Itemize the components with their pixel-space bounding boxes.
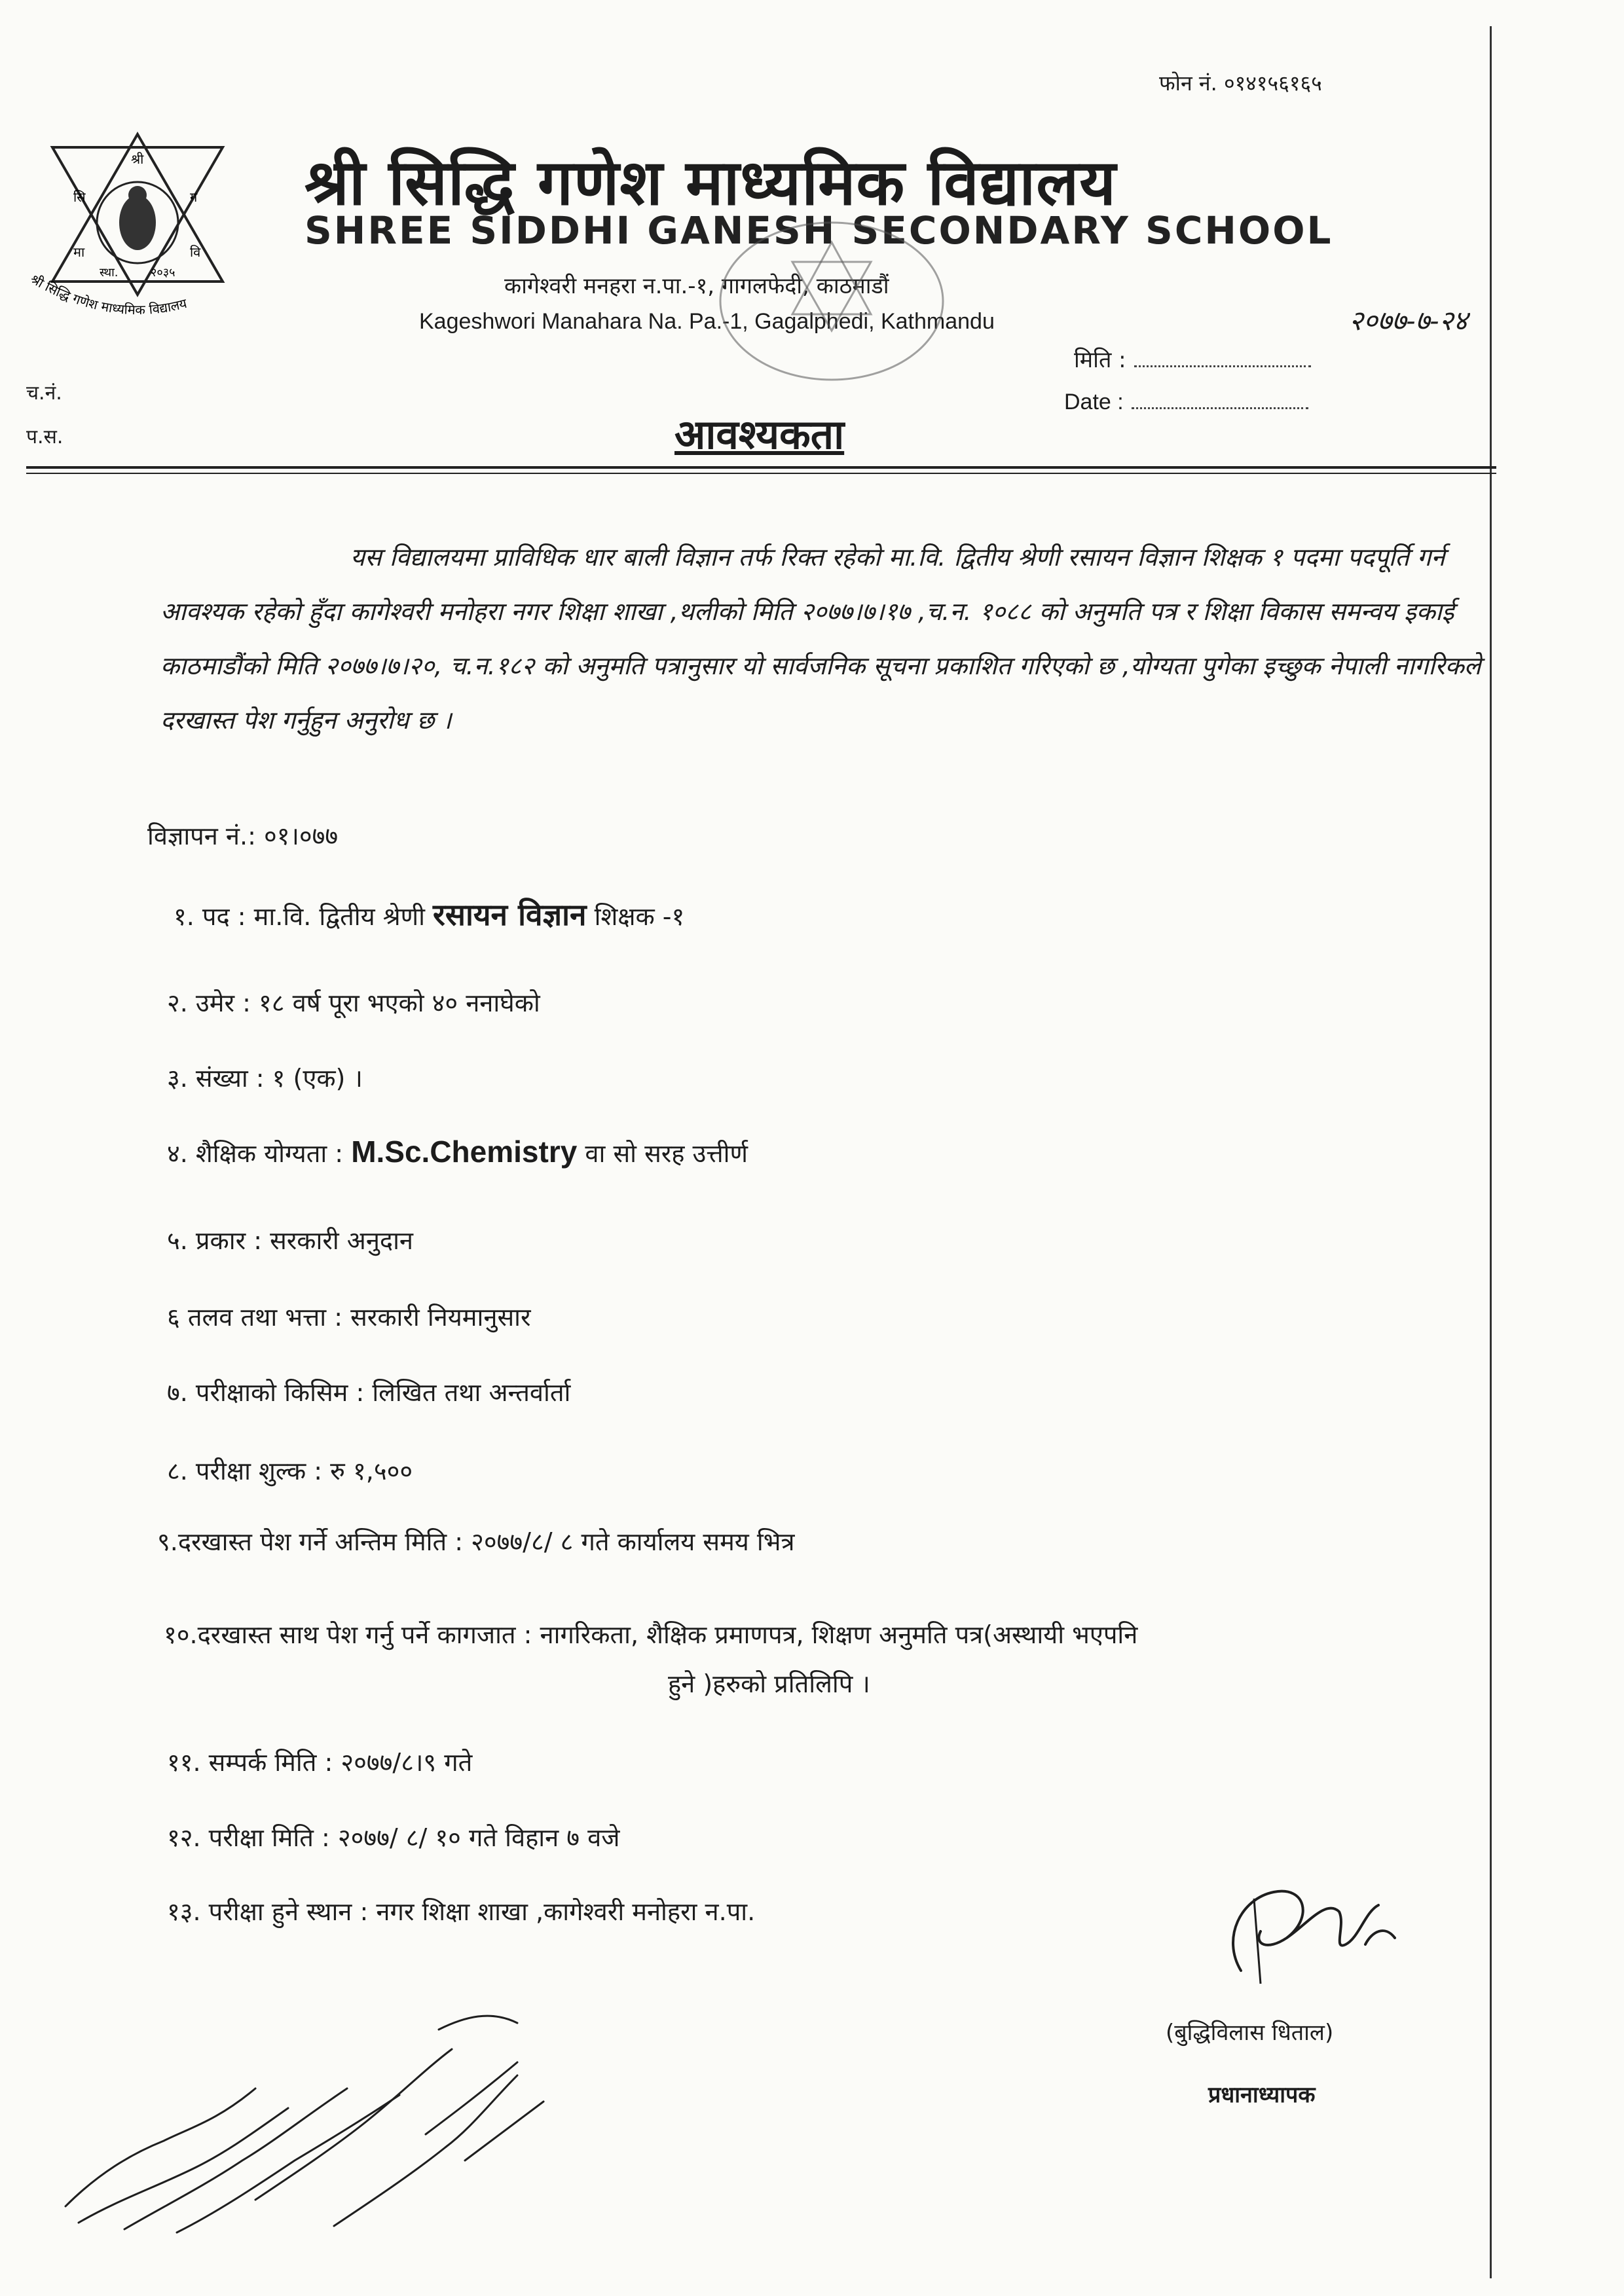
school-stamp xyxy=(714,216,950,386)
school-name-nepali: श्री सिद्धि गणेश माध्यमिक विद्यालय xyxy=(304,146,1116,219)
item-qualification-degree: M.Sc.Chemistry xyxy=(351,1135,578,1169)
item-qualification-post: वा सो सरह उत्तीर्ण xyxy=(585,1139,748,1168)
miti-field xyxy=(1074,344,1311,374)
advertisement-number: विज्ञापन नं.: ०१।०७७ xyxy=(147,822,339,850)
page-edge-line xyxy=(1490,26,1492,2278)
logo-ring-text: श्री सिद्धि गणेश माध्यमिक विद्यालय xyxy=(28,270,189,318)
miti-dotted-line xyxy=(1134,348,1311,367)
item-qualification-pre: ४. शैक्षिक योग्यता : xyxy=(167,1139,344,1168)
signatory-title: प्रधानाध्यापक xyxy=(1208,2082,1316,2108)
item-documents xyxy=(164,1611,1447,1709)
school-logo xyxy=(26,131,249,327)
logo-est-year: २०३५ xyxy=(151,266,175,280)
header-divider-thick xyxy=(26,466,1496,469)
item-exam-venue: १३. परीक्षा हुने स्थान : नगर शिक्षा शाखा ,कागेश्वरी मनोहरा न.पा. xyxy=(167,1897,756,1926)
notice-title: आवश्यकता xyxy=(674,410,845,458)
item-documents-line1: १०.दरखास्त साथ पेश गर्नु पर्ने कागजात : नागरिकता, शैक्षिक प्रमाणपत्र, शिक्षण अनुमति पत्र(अस्थायी भएपनि xyxy=(164,1620,1138,1649)
item-type: ५. प्रकार : सरकारी अनुदान xyxy=(167,1226,414,1255)
item-contact-date: ११. सम्पर्क मिति : २०७७/८।९ गते xyxy=(167,1748,473,1777)
item-exam-type: ७. परीक्षाको किसिम : लिखित तथा अन्तर्वार्ता xyxy=(167,1378,571,1407)
item-count: ३. संख्या : १ (एक) । xyxy=(167,1064,363,1093)
item-post-subject: रसायन विज्ञान xyxy=(433,897,587,932)
logo-letter-bottom-right: वि xyxy=(190,244,201,260)
logo-letter-bottom-left: मा xyxy=(73,244,85,260)
header-divider-thin xyxy=(26,473,1496,474)
item-post-post: शिक्षक -१ xyxy=(594,902,685,931)
item-post-pre: १. पद : मा.वि. द्वितीय श्रेणी xyxy=(174,902,425,931)
date-label: Date : xyxy=(1064,390,1124,414)
logo-letter-left: सि xyxy=(73,189,86,205)
item-qualification xyxy=(167,1134,748,1170)
item-age: २. उमेर : १८ वर्ष पूरा भएको ४० ननाघेको xyxy=(167,989,540,1017)
handwritten-endorsements xyxy=(59,1990,570,2239)
address-english: Kageshwori Manahara Na. Pa.-1, Gagalphedi, Kathmandu xyxy=(419,309,995,334)
logo-letter-top: श्री xyxy=(131,151,144,167)
address-nepali: कागेश्वरी मनहरा न.पा.-१, गागलफेदी, काठमाडौं xyxy=(504,273,889,299)
phone-number: फोन नं. ०१४१५६१६५ xyxy=(1159,71,1322,96)
school-name-english: SHREE SIDDHI GANESH SECONDARY SCHOOL xyxy=(304,208,1333,253)
notice-intro-paragraph: यस विद्यालयमा प्राविधिक धार बाली विज्ञान तर्फ रिक्त रहेको मा.वि. द्वितीय श्रेणी रसायन विज्ञान शिक्षक १ पदमा पदपूर्ति गर्न आवश्यक रहेको हुँदा कागेश्वरी मनोहरा नगर शिक्षा शाखा ,थलीको मिति २०७७।७।१७ ,च.न. १०८८ को अनुमति पत्र र शिक्षा विकास समन्वय इकाई काठमाडौंको मिति २०७७।७।२०, च.न.१८२ को अनुमति पत्रानुसार यो सार्वजनिक सूचना प्रकाशित गरिएको छ ,योग्यता पुगेका इच्छुक नेपाली नागरिकले दरखास्त पेश गर्नुहुन अनुरोध छ । xyxy=(160,543,1481,735)
item-exam-fee: ८. परीक्षा शुल्क : रु १,५०० xyxy=(167,1457,413,1485)
logo-est-label: स्था. xyxy=(100,266,119,280)
item-deadline: ९.दरखास्त पेश गर्ने अन्तिम मिति : २०७७/८/ ८ गते कार्यालय समय भित्र xyxy=(157,1527,795,1556)
date-field xyxy=(1064,390,1308,415)
pa-sa-label: प.स. xyxy=(26,426,64,448)
item-documents-line2: हुने )हरुको प्रतिलिपि । xyxy=(668,1669,870,1698)
signatory-name: (बुद्धिविलास धिताल) xyxy=(1166,2020,1334,2046)
date-dotted-line xyxy=(1132,390,1308,409)
handwritten-date: २०७७-७-२४ xyxy=(1349,304,1468,337)
item-exam-date: १२. परीक्षा मिति : २०७७/ ८/ १० गते विहान ७ वजे xyxy=(167,1823,620,1852)
item-salary: ६ तलव तथा भत्ता : सरकारी नियमानुसार xyxy=(167,1303,531,1332)
item-post xyxy=(174,894,684,934)
principal-signature xyxy=(1215,1872,1405,1997)
logo-letter-right: ग xyxy=(190,189,198,205)
cha-no-label: च.नं. xyxy=(26,382,62,405)
miti-label: मिति : xyxy=(1074,347,1126,373)
